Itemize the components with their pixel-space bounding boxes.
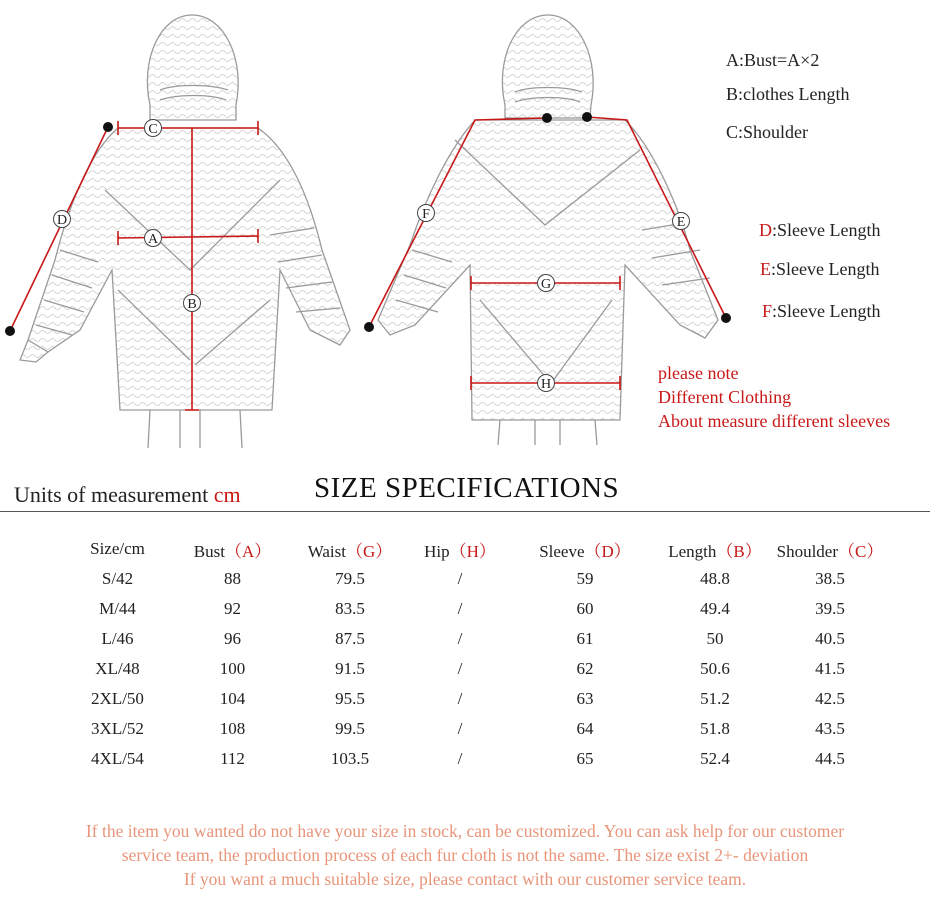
- table-cell: /: [457, 719, 463, 738]
- table-cell: 4XL/54: [91, 749, 144, 768]
- table-cell: 51.2: [700, 689, 730, 708]
- table-row: [60, 624, 890, 654]
- footer-line-3: If you want a much suitable size, please contact with our customer service team.: [183, 869, 747, 889]
- column-header: [290, 534, 410, 564]
- svg-text:D: D: [56, 213, 68, 228]
- note-line-1: please note: [658, 363, 739, 383]
- units-of-measurement: [14, 482, 241, 508]
- legend-e-text: :Sleeve Length: [771, 259, 880, 279]
- table-cell: 65: [576, 749, 594, 768]
- label-g: [538, 275, 555, 293]
- column-header-ref: （A）: [224, 541, 272, 561]
- legend-c: C:Shoulder: [726, 122, 809, 142]
- column-header-label: Size/cm: [90, 539, 145, 558]
- legend-d-letter: D: [759, 220, 772, 240]
- column-header-label: Length: [668, 541, 717, 561]
- table-cell: 50: [706, 629, 724, 648]
- legend-f-letter: F: [762, 301, 773, 321]
- table-cell: 112: [220, 749, 245, 768]
- table-row: [60, 564, 890, 594]
- table-cell: /: [457, 689, 463, 708]
- table-cell: /: [457, 629, 463, 648]
- column-header: [410, 534, 510, 564]
- legend-d-text: :Sleeve Length: [772, 220, 881, 240]
- table-cell: 3XL/52: [91, 719, 144, 738]
- label-b: [184, 295, 201, 313]
- svg-text:G: G: [540, 277, 552, 292]
- legend-e-letter: E: [760, 259, 771, 279]
- table-cell: 103.5: [330, 749, 370, 768]
- column-header: [660, 534, 770, 564]
- legend-a: A:Bust=A×2: [726, 50, 820, 70]
- table-cell: 92: [224, 599, 241, 618]
- table-cell: 62: [576, 659, 594, 678]
- column-header-label: Waist: [307, 541, 346, 561]
- column-header-label: Shoulder: [776, 541, 839, 561]
- table-cell: 44.5: [815, 749, 845, 768]
- label-f: [418, 205, 435, 223]
- note-line-3: About measure different sleeves: [658, 411, 891, 431]
- table-cell: 100: [219, 659, 246, 678]
- table-cell: 104: [219, 689, 246, 708]
- size-table: [60, 534, 890, 774]
- table-cell: 108: [219, 719, 246, 738]
- svg-text:E: E: [676, 215, 686, 230]
- legend-e: [760, 259, 879, 280]
- column-header-ref: （C）: [838, 541, 884, 561]
- size-specifications-title: SIZE SPECIFICATIONS: [314, 472, 620, 504]
- legend-b: B:clothes Length: [726, 84, 850, 104]
- table-cell: /: [457, 659, 463, 678]
- table-cell: 38.5: [815, 569, 845, 588]
- svg-text:A: A: [147, 232, 159, 247]
- table-cell: 91.5: [335, 659, 365, 678]
- table-cell: 50.6: [700, 659, 730, 678]
- legend-f-text: :Sleeve Length: [772, 301, 881, 321]
- table-cell: 49.4: [700, 599, 730, 618]
- table-cell: /: [457, 599, 463, 618]
- column-header-label: Hip: [424, 541, 450, 561]
- svg-text:H: H: [540, 377, 552, 392]
- table-cell: S/42: [101, 569, 134, 588]
- table-cell: XL/48: [95, 659, 140, 678]
- legend-d: [759, 220, 880, 241]
- legend-f: [762, 301, 880, 322]
- table-cell: 48.8: [700, 569, 730, 588]
- header-divider: [0, 511, 930, 512]
- table-cell: 2XL/50: [91, 689, 144, 708]
- table-cell: 87.5: [335, 629, 365, 648]
- label-h: [538, 375, 555, 393]
- table-cell: 64: [576, 719, 594, 738]
- units-text: Units of measurement: [14, 482, 214, 507]
- table-cell: 52.4: [700, 749, 730, 768]
- footer-line-1: If the item you wanted do not have your size in stock, can be customized. You can ask help for our customer: [85, 821, 845, 841]
- table-cell: 43.5: [815, 719, 845, 738]
- column-header-ref: （G）: [346, 541, 393, 561]
- column-header: [510, 534, 660, 564]
- svg-text:C: C: [148, 122, 158, 137]
- table-cell: 99.5: [335, 719, 365, 738]
- table-cell: /: [457, 569, 463, 588]
- column-header: [175, 534, 290, 564]
- units-cm: cm: [213, 482, 241, 507]
- table-row: [60, 714, 890, 744]
- note-line-2: Different Clothing: [658, 387, 792, 407]
- svg-text:B: B: [187, 297, 197, 312]
- label-a: [145, 230, 162, 248]
- table-cell: 61: [576, 629, 594, 648]
- column-header-ref: （H）: [449, 541, 496, 561]
- table-cell: 63: [576, 689, 594, 708]
- table-cell: 59: [576, 569, 594, 588]
- table-cell: 88: [224, 569, 241, 588]
- svg-text:F: F: [422, 207, 430, 222]
- table-cell: 95.5: [335, 689, 365, 708]
- column-header-label: Bust: [193, 541, 225, 561]
- table-row: [60, 684, 890, 714]
- label-e: [673, 213, 690, 231]
- label-d: [54, 211, 71, 229]
- column-header-ref: （D）: [584, 541, 631, 561]
- table-cell: 39.5: [815, 599, 845, 618]
- table-cell: L/46: [101, 629, 134, 648]
- label-c-front: [145, 120, 162, 138]
- table-cell: 83.5: [335, 599, 365, 618]
- table-row: [60, 744, 890, 774]
- column-header: [770, 534, 890, 564]
- footer-line-2: service team, the production process of each fur cloth is not the same. The size exist 2+- deviation: [121, 845, 809, 865]
- table-cell: 42.5: [815, 689, 845, 708]
- table-row: [60, 594, 890, 624]
- table-row: [60, 654, 890, 684]
- column-header-label: Sleeve: [539, 541, 585, 561]
- table-cell: 60: [576, 599, 594, 618]
- column-header: [60, 534, 175, 564]
- table-cell: 40.5: [815, 629, 845, 648]
- table-cell: /: [457, 749, 463, 768]
- table-cell: 51.8: [700, 719, 730, 738]
- front-coat-sketch: [20, 15, 350, 448]
- table-cell: 41.5: [815, 659, 845, 678]
- table-cell: 96: [224, 629, 241, 648]
- table-cell: 79.5: [335, 569, 365, 588]
- table-header-row: [60, 534, 890, 564]
- column-header-ref: （B）: [716, 541, 762, 561]
- table-cell: M/44: [99, 599, 136, 618]
